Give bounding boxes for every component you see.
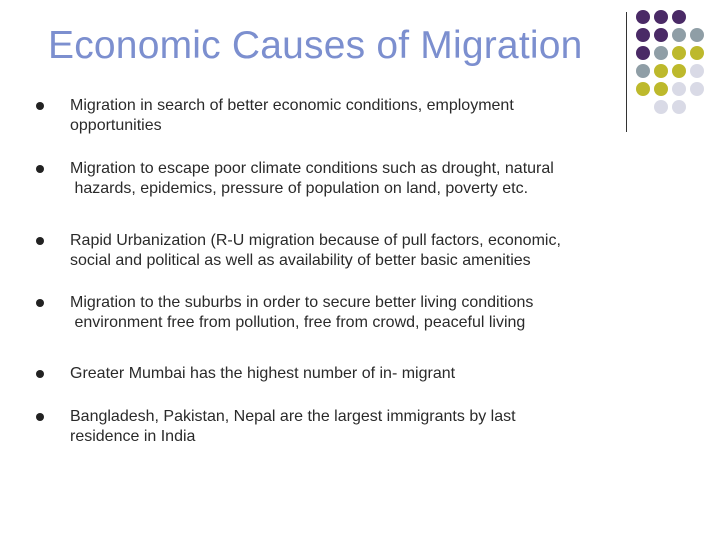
decorative-dot <box>636 10 650 24</box>
bullet-line: hazards, epidemics, pressure of population on land, poverty etc. <box>70 180 529 197</box>
decorative-dot <box>672 10 686 24</box>
bullet-line: environment free from pollution, free from crowd, peaceful living <box>70 314 526 331</box>
bullet-line: Bangladesh, Pakistan, Nepal are the largest immigrants by last <box>70 408 516 425</box>
decorative-dot <box>672 100 686 114</box>
bullet-text <box>70 231 670 271</box>
bullet-text <box>70 293 670 333</box>
bullet-icon <box>36 370 44 378</box>
decorative-dot <box>654 64 668 78</box>
decorative-dot <box>672 82 686 96</box>
decorative-dot <box>672 28 686 42</box>
bullet-line: residence in India <box>70 428 196 445</box>
decorative-dot <box>690 28 704 42</box>
decorative-dot <box>636 64 650 78</box>
decorative-dot <box>690 64 704 78</box>
bullet-line: Migration to escape poor climate conditions such as drought, natural <box>70 160 554 177</box>
decorative-dot <box>654 46 668 60</box>
decorative-dot <box>654 28 668 42</box>
decorative-dot <box>690 82 704 96</box>
decorative-dot <box>672 46 686 60</box>
bullet-line: Greater Mumbai has the highest number of in- migrant <box>70 365 456 382</box>
bullet-icon <box>36 102 44 110</box>
bullet-line: social and political as well as availability of better basic amenities <box>70 252 531 269</box>
bullet-text <box>70 96 670 136</box>
slide-title: Economic Causes of Migration <box>48 24 583 67</box>
decorative-dot <box>636 82 650 96</box>
decorative-dot <box>690 46 704 60</box>
bullet-text <box>70 407 670 447</box>
decorative-dot <box>654 82 668 96</box>
decorative-dot <box>672 64 686 78</box>
bullet-icon <box>36 413 44 421</box>
bullet-text <box>70 159 670 199</box>
bullet-text <box>70 364 670 384</box>
bullet-line: Migration to the suburbs in order to secure better living conditions <box>70 294 534 311</box>
decorative-dot <box>654 10 668 24</box>
bullet-icon <box>36 237 44 245</box>
bullet-icon <box>36 165 44 173</box>
bullet-line: opportunities <box>70 117 162 134</box>
bullet-icon <box>36 299 44 307</box>
bullet-line: Migration in search of better economic conditions, employment <box>70 97 514 114</box>
decorative-dot <box>636 28 650 42</box>
bullet-line: Rapid Urbanization (R-U migration because of pull factors, economic, <box>70 232 561 249</box>
decorative-dot <box>636 46 650 60</box>
